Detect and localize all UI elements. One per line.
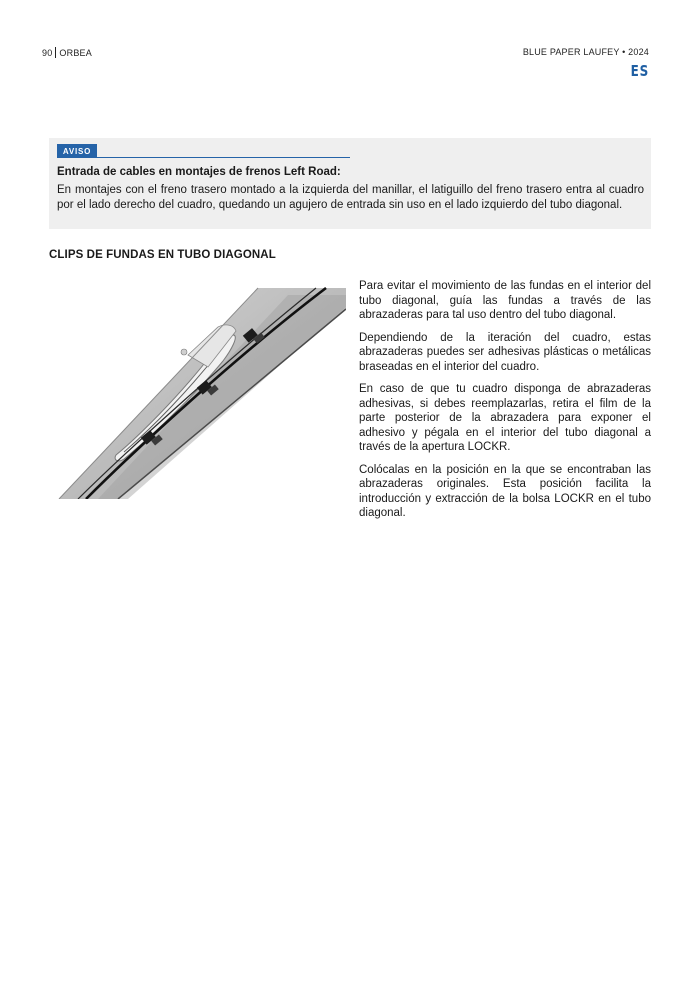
paragraph: En caso de que tu cuadro disponga de abrazaderas adhesivas, si debes reemplazarlas, retira el film de la parte posterior de la abrazadera para exponer el adhesivo y pégala en el interior del tubo diagonal a través de la apertura LOCKR. <box>359 383 651 453</box>
notice-divider <box>97 157 350 158</box>
document-title: BLUE PAPER LAUFEY • 2024 <box>522 47 649 57</box>
paragraph: Dependiendo de la iteración del cuadro, estas abrazaderas puedes ser adhesivas plásticas o metálicas braseadas en el interior del cuadro. <box>359 331 651 373</box>
notice-body: En montajes con el freno trasero montado a la izquierda del manillar, el latiguillo del freno trasero entra al cuadro por el lado derecho del cuadro, quedando un agujero de entrada sin uso en el lado izquierdo del tubo diagonal. <box>57 184 644 211</box>
down-tube-illustration <box>58 287 346 499</box>
paragraph: Para evitar el movimiento de las fundas en el interior del tubo diagonal, guía las fundas a través de las abrazaderas para tal uso dentro del tubo diagonal. <box>359 280 651 321</box>
page-number: 90 <box>42 47 53 58</box>
notice-title: Entrada de cables en montajes de frenos Left Road: <box>57 166 341 178</box>
section-text <box>359 279 651 529</box>
paragraph: Colócalas en la posición en la que se encontraban las abrazaderas originales. Esta posición facilita la introducción y extracción de la bolsa LOCKR en el tubo diagonal. <box>359 463 651 519</box>
down-tube-svg <box>58 287 346 499</box>
section-title: CLIPS DE FUNDAS EN TUBO DIAGONAL <box>49 249 276 261</box>
page-header-left <box>42 47 92 58</box>
notice-tag: AVISO <box>57 144 97 158</box>
language-code: ES <box>630 62 649 80</box>
plug-screw <box>181 349 187 355</box>
notice-box <box>49 138 651 229</box>
brand-name: ORBEA <box>59 47 92 58</box>
header-divider <box>55 47 56 58</box>
